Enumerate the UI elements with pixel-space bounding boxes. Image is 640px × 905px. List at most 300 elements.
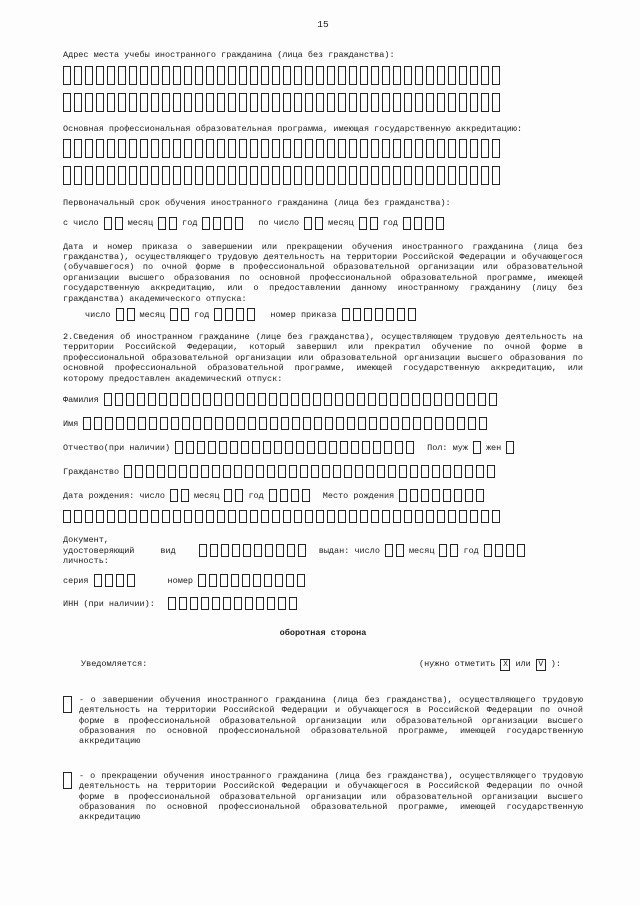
char-cell[interactable]: [203, 393, 211, 406]
char-cell[interactable]: [294, 166, 302, 185]
char-cell[interactable]: [399, 465, 407, 478]
char-cell[interactable]: [247, 308, 255, 321]
char-cell[interactable]: [396, 544, 404, 557]
char-cell[interactable]: [118, 66, 126, 85]
char-cell[interactable]: [63, 139, 71, 158]
char-cell[interactable]: [448, 93, 456, 112]
char-cell[interactable]: [162, 166, 170, 185]
char-cell[interactable]: [371, 93, 379, 112]
char-cell[interactable]: [307, 441, 315, 454]
char-cell[interactable]: [170, 489, 178, 502]
char-cell[interactable]: [294, 510, 302, 523]
char-cell[interactable]: [146, 465, 154, 478]
char-cell[interactable]: [127, 308, 135, 321]
char-cell[interactable]: [349, 139, 357, 158]
char-cell[interactable]: [421, 465, 429, 478]
char-cell[interactable]: [476, 465, 484, 478]
char-cell[interactable]: [388, 465, 396, 478]
char-cell[interactable]: [126, 393, 134, 406]
char-cell[interactable]: [404, 66, 412, 85]
char-cell[interactable]: [269, 393, 277, 406]
char-cell[interactable]: [346, 393, 354, 406]
char-cell[interactable]: [228, 66, 236, 85]
char-cell[interactable]: [415, 510, 423, 523]
char-cell[interactable]: [217, 166, 225, 185]
char-cell[interactable]: [184, 93, 192, 112]
char-cell[interactable]: [316, 139, 324, 158]
char-cell[interactable]: [479, 417, 487, 430]
char-cell[interactable]: [454, 465, 462, 478]
char-cell[interactable]: [432, 489, 440, 502]
char-cell[interactable]: [481, 66, 489, 85]
char-cell[interactable]: [270, 417, 278, 430]
char-cell[interactable]: [228, 510, 236, 523]
char-cell[interactable]: [149, 417, 157, 430]
char-cell[interactable]: [74, 166, 82, 185]
char-cell[interactable]: [426, 93, 434, 112]
char-cell[interactable]: [355, 465, 363, 478]
char-cell[interactable]: [272, 166, 280, 185]
char-cell[interactable]: [129, 139, 137, 158]
char-cell[interactable]: [173, 139, 181, 158]
char-cell[interactable]: [390, 393, 398, 406]
char-cell[interactable]: [445, 393, 453, 406]
char-cell[interactable]: [360, 510, 368, 523]
char-cell[interactable]: [305, 510, 313, 523]
char-cell[interactable]: [195, 66, 203, 85]
char-cell[interactable]: [250, 139, 258, 158]
char-cell[interactable]: [371, 510, 379, 523]
char-cell[interactable]: [454, 489, 462, 502]
char-cell[interactable]: [104, 393, 112, 406]
char-cell[interactable]: [253, 574, 261, 587]
char-cell[interactable]: [410, 489, 418, 502]
char-cell[interactable]: [261, 139, 269, 158]
char-cell[interactable]: [201, 597, 209, 610]
char-cell[interactable]: [181, 308, 189, 321]
char-cell[interactable]: [129, 166, 137, 185]
char-cell[interactable]: [224, 489, 232, 502]
char-cell[interactable]: [351, 441, 359, 454]
char-cell[interactable]: [195, 166, 203, 185]
char-cell[interactable]: [263, 441, 271, 454]
char-cell[interactable]: [393, 139, 401, 158]
char-cell[interactable]: [250, 166, 258, 185]
char-cell[interactable]: [274, 441, 282, 454]
char-cell[interactable]: [481, 166, 489, 185]
char-cell[interactable]: [434, 393, 442, 406]
char-cell[interactable]: [302, 489, 310, 502]
char-cell[interactable]: [349, 93, 357, 112]
char-cell[interactable]: [272, 93, 280, 112]
char-cell[interactable]: [182, 417, 190, 430]
char-cell[interactable]: [366, 465, 374, 478]
char-cell[interactable]: [236, 308, 244, 321]
char-cell[interactable]: [184, 166, 192, 185]
char-cell[interactable]: [204, 417, 212, 430]
char-cell[interactable]: [160, 417, 168, 430]
char-cell[interactable]: [74, 139, 82, 158]
char-cell[interactable]: [481, 93, 489, 112]
char-cell[interactable]: [168, 465, 176, 478]
char-cell[interactable]: [151, 139, 159, 158]
char-cell[interactable]: [360, 93, 368, 112]
char-cell[interactable]: [371, 166, 379, 185]
char-cell[interactable]: [329, 441, 337, 454]
char-cell[interactable]: [206, 510, 214, 523]
char-cell[interactable]: [443, 489, 451, 502]
char-cell[interactable]: [181, 489, 189, 502]
char-cell[interactable]: [179, 597, 187, 610]
char-cell[interactable]: [232, 544, 240, 557]
char-cell[interactable]: [481, 510, 489, 523]
char-cell[interactable]: [382, 66, 390, 85]
char-cell[interactable]: [349, 66, 357, 85]
char-cell[interactable]: [148, 393, 156, 406]
char-cell[interactable]: [107, 510, 115, 523]
char-cell[interactable]: [492, 139, 500, 158]
char-cell[interactable]: [393, 510, 401, 523]
char-cell[interactable]: [459, 166, 467, 185]
char-cell[interactable]: [140, 510, 148, 523]
char-cell[interactable]: [349, 510, 357, 523]
char-cell[interactable]: [404, 93, 412, 112]
char-cell[interactable]: [193, 417, 201, 430]
char-cell[interactable]: [105, 574, 113, 587]
char-cell[interactable]: [506, 544, 514, 557]
char-cell[interactable]: [221, 544, 229, 557]
char-cell[interactable]: [254, 544, 262, 557]
char-cell[interactable]: [283, 66, 291, 85]
char-cell[interactable]: [278, 465, 286, 478]
char-cell[interactable]: [230, 441, 238, 454]
sex-female-checkbox[interactable]: [506, 441, 514, 454]
char-cell[interactable]: [184, 66, 192, 85]
char-cell[interactable]: [492, 93, 500, 112]
char-cell[interactable]: [305, 93, 313, 112]
char-cell[interactable]: [456, 393, 464, 406]
char-cell[interactable]: [360, 166, 368, 185]
char-cell[interactable]: [272, 66, 280, 85]
char-cell[interactable]: [359, 217, 367, 230]
char-cell[interactable]: [316, 66, 324, 85]
char-cell[interactable]: [404, 139, 412, 158]
char-cell[interactable]: [250, 93, 258, 112]
char-cell[interactable]: [250, 510, 258, 523]
char-cell[interactable]: [239, 166, 247, 185]
char-cell[interactable]: [373, 441, 381, 454]
char-cell[interactable]: [151, 510, 159, 523]
char-cell[interactable]: [190, 465, 198, 478]
char-cell[interactable]: [408, 308, 416, 321]
char-cell[interactable]: [261, 166, 269, 185]
char-cell[interactable]: [169, 217, 177, 230]
char-cell[interactable]: [243, 544, 251, 557]
char-cell[interactable]: [239, 66, 247, 85]
char-cell[interactable]: [393, 93, 401, 112]
char-cell[interactable]: [360, 66, 368, 85]
char-cell[interactable]: [371, 66, 379, 85]
char-cell[interactable]: [234, 597, 242, 610]
char-cell[interactable]: [459, 93, 467, 112]
char-cell[interactable]: [468, 417, 476, 430]
char-cell[interactable]: [435, 417, 443, 430]
char-cell[interactable]: [124, 465, 132, 478]
char-cell[interactable]: [197, 441, 205, 454]
char-cell[interactable]: [245, 597, 253, 610]
char-cell[interactable]: [239, 139, 247, 158]
char-cell[interactable]: [302, 393, 310, 406]
char-cell[interactable]: [276, 544, 284, 557]
char-cell[interactable]: [171, 417, 179, 430]
char-cell[interactable]: [214, 393, 222, 406]
char-cell[interactable]: [305, 139, 313, 158]
char-cell[interactable]: [291, 393, 299, 406]
char-cell[interactable]: [173, 510, 181, 523]
char-cell[interactable]: [140, 93, 148, 112]
char-cell[interactable]: [168, 597, 176, 610]
char-cell[interactable]: [85, 93, 93, 112]
char-cell[interactable]: [426, 510, 434, 523]
char-cell[interactable]: [217, 93, 225, 112]
char-cell[interactable]: [275, 574, 283, 587]
char-cell[interactable]: [242, 574, 250, 587]
char-cell[interactable]: [272, 510, 280, 523]
char-cell[interactable]: [443, 465, 451, 478]
char-cell[interactable]: [265, 544, 273, 557]
char-cell[interactable]: [492, 510, 500, 523]
char-cell[interactable]: [401, 393, 409, 406]
char-cell[interactable]: [382, 93, 390, 112]
char-cell[interactable]: [347, 417, 355, 430]
char-cell[interactable]: [382, 166, 390, 185]
char-cell[interactable]: [403, 217, 411, 230]
char-cell[interactable]: [415, 66, 423, 85]
char-cell[interactable]: [223, 465, 231, 478]
char-cell[interactable]: [370, 217, 378, 230]
char-cell[interactable]: [296, 441, 304, 454]
char-cell[interactable]: [397, 308, 405, 321]
char-cell[interactable]: [338, 166, 346, 185]
char-cell[interactable]: [192, 393, 200, 406]
char-cell[interactable]: [291, 489, 299, 502]
char-cell[interactable]: [138, 417, 146, 430]
char-cell[interactable]: [437, 139, 445, 158]
char-cell[interactable]: [414, 217, 422, 230]
char-cell[interactable]: [450, 544, 458, 557]
char-cell[interactable]: [305, 66, 313, 85]
char-cell[interactable]: [402, 417, 410, 430]
char-cell[interactable]: [267, 597, 275, 610]
char-cell[interactable]: [94, 417, 102, 430]
char-cell[interactable]: [85, 510, 93, 523]
char-cell[interactable]: [439, 544, 447, 557]
char-cell[interactable]: [74, 66, 82, 85]
char-cell[interactable]: [107, 139, 115, 158]
char-cell[interactable]: [116, 308, 124, 321]
char-cell[interactable]: [280, 489, 288, 502]
char-cell[interactable]: [448, 139, 456, 158]
char-cell[interactable]: [96, 139, 104, 158]
char-cell[interactable]: [116, 574, 124, 587]
char-cell[interactable]: [162, 66, 170, 85]
char-cell[interactable]: [338, 66, 346, 85]
char-cell[interactable]: [426, 139, 434, 158]
char-cell[interactable]: [63, 166, 71, 185]
char-cell[interactable]: [239, 93, 247, 112]
char-cell[interactable]: [261, 66, 269, 85]
char-cell[interactable]: [399, 489, 407, 502]
char-cell[interactable]: [336, 417, 344, 430]
char-cell[interactable]: [294, 93, 302, 112]
char-cell[interactable]: [393, 166, 401, 185]
char-cell[interactable]: [327, 139, 335, 158]
char-cell[interactable]: [459, 510, 467, 523]
char-cell[interactable]: [83, 417, 91, 430]
char-cell[interactable]: [258, 393, 266, 406]
char-cell[interactable]: [250, 66, 258, 85]
char-cell[interactable]: [437, 166, 445, 185]
char-cell[interactable]: [283, 510, 291, 523]
char-cell[interactable]: [209, 574, 217, 587]
char-cell[interactable]: [151, 66, 159, 85]
char-cell[interactable]: [492, 166, 500, 185]
char-cell[interactable]: [333, 465, 341, 478]
char-cell[interactable]: [151, 93, 159, 112]
char-cell[interactable]: [85, 66, 93, 85]
char-cell[interactable]: [107, 93, 115, 112]
char-cell[interactable]: [181, 393, 189, 406]
char-cell[interactable]: [186, 441, 194, 454]
char-cell[interactable]: [335, 393, 343, 406]
char-cell[interactable]: [424, 417, 432, 430]
char-cell[interactable]: [413, 417, 421, 430]
char-cell[interactable]: [212, 465, 220, 478]
completion-checkbox[interactable]: [63, 696, 72, 713]
char-cell[interactable]: [267, 465, 275, 478]
char-cell[interactable]: [96, 166, 104, 185]
char-cell[interactable]: [74, 93, 82, 112]
char-cell[interactable]: [360, 139, 368, 158]
char-cell[interactable]: [338, 510, 346, 523]
char-cell[interactable]: [305, 166, 313, 185]
sex-male-checkbox[interactable]: [473, 441, 481, 454]
char-cell[interactable]: [202, 217, 210, 230]
char-cell[interactable]: [175, 441, 183, 454]
char-cell[interactable]: [484, 544, 492, 557]
char-cell[interactable]: [226, 417, 234, 430]
char-cell[interactable]: [212, 597, 220, 610]
char-cell[interactable]: [140, 139, 148, 158]
char-cell[interactable]: [369, 417, 377, 430]
char-cell[interactable]: [239, 510, 247, 523]
char-cell[interactable]: [476, 489, 484, 502]
char-cell[interactable]: [495, 544, 503, 557]
char-cell[interactable]: [219, 441, 227, 454]
char-cell[interactable]: [74, 510, 82, 523]
char-cell[interactable]: [170, 393, 178, 406]
char-cell[interactable]: [294, 139, 302, 158]
char-cell[interactable]: [127, 417, 135, 430]
char-cell[interactable]: [198, 574, 206, 587]
char-cell[interactable]: [287, 544, 295, 557]
char-cell[interactable]: [63, 510, 71, 523]
char-cell[interactable]: [162, 93, 170, 112]
char-cell[interactable]: [470, 66, 478, 85]
char-cell[interactable]: [473, 441, 481, 454]
char-cell[interactable]: [315, 217, 323, 230]
char-cell[interactable]: [423, 393, 431, 406]
char-cell[interactable]: [140, 166, 148, 185]
char-cell[interactable]: [448, 66, 456, 85]
char-cell[interactable]: [382, 139, 390, 158]
termination-checkbox[interactable]: [63, 772, 72, 789]
char-cell[interactable]: [404, 510, 412, 523]
char-cell[interactable]: [157, 465, 165, 478]
char-cell[interactable]: [264, 574, 272, 587]
char-cell[interactable]: [415, 139, 423, 158]
char-cell[interactable]: [425, 217, 433, 230]
char-cell[interactable]: [311, 465, 319, 478]
char-cell[interactable]: [281, 417, 289, 430]
char-cell[interactable]: [292, 417, 300, 430]
char-cell[interactable]: [371, 139, 379, 158]
char-cell[interactable]: [415, 166, 423, 185]
char-cell[interactable]: [437, 93, 445, 112]
char-cell[interactable]: [375, 308, 383, 321]
char-cell[interactable]: [457, 417, 465, 430]
char-cell[interactable]: [357, 393, 365, 406]
char-cell[interactable]: [96, 66, 104, 85]
char-cell[interactable]: [137, 393, 145, 406]
char-cell[interactable]: [231, 574, 239, 587]
char-cell[interactable]: [283, 166, 291, 185]
char-cell[interactable]: [358, 417, 366, 430]
char-cell[interactable]: [382, 510, 390, 523]
char-cell[interactable]: [362, 441, 370, 454]
char-cell[interactable]: [421, 489, 429, 502]
char-cell[interactable]: [224, 217, 232, 230]
char-cell[interactable]: [322, 465, 330, 478]
char-cell[interactable]: [492, 66, 500, 85]
char-cell[interactable]: [470, 166, 478, 185]
char-cell[interactable]: [406, 441, 414, 454]
char-cell[interactable]: [116, 417, 124, 430]
char-cell[interactable]: [448, 510, 456, 523]
char-cell[interactable]: [437, 510, 445, 523]
char-cell[interactable]: [338, 139, 346, 158]
char-cell[interactable]: [385, 544, 393, 557]
char-cell[interactable]: [377, 465, 385, 478]
char-cell[interactable]: [199, 544, 207, 557]
char-cell[interactable]: [96, 510, 104, 523]
char-cell[interactable]: [94, 574, 102, 587]
char-cell[interactable]: [415, 93, 423, 112]
char-cell[interactable]: [395, 441, 403, 454]
char-cell[interactable]: [283, 93, 291, 112]
char-cell[interactable]: [325, 417, 333, 430]
char-cell[interactable]: [210, 544, 218, 557]
char-cell[interactable]: [269, 489, 277, 502]
char-cell[interactable]: [340, 441, 348, 454]
char-cell[interactable]: [478, 393, 486, 406]
char-cell[interactable]: [220, 574, 228, 587]
char-cell[interactable]: [437, 66, 445, 85]
char-cell[interactable]: [206, 166, 214, 185]
char-cell[interactable]: [118, 510, 126, 523]
char-cell[interactable]: [208, 441, 216, 454]
char-cell[interactable]: [173, 66, 181, 85]
